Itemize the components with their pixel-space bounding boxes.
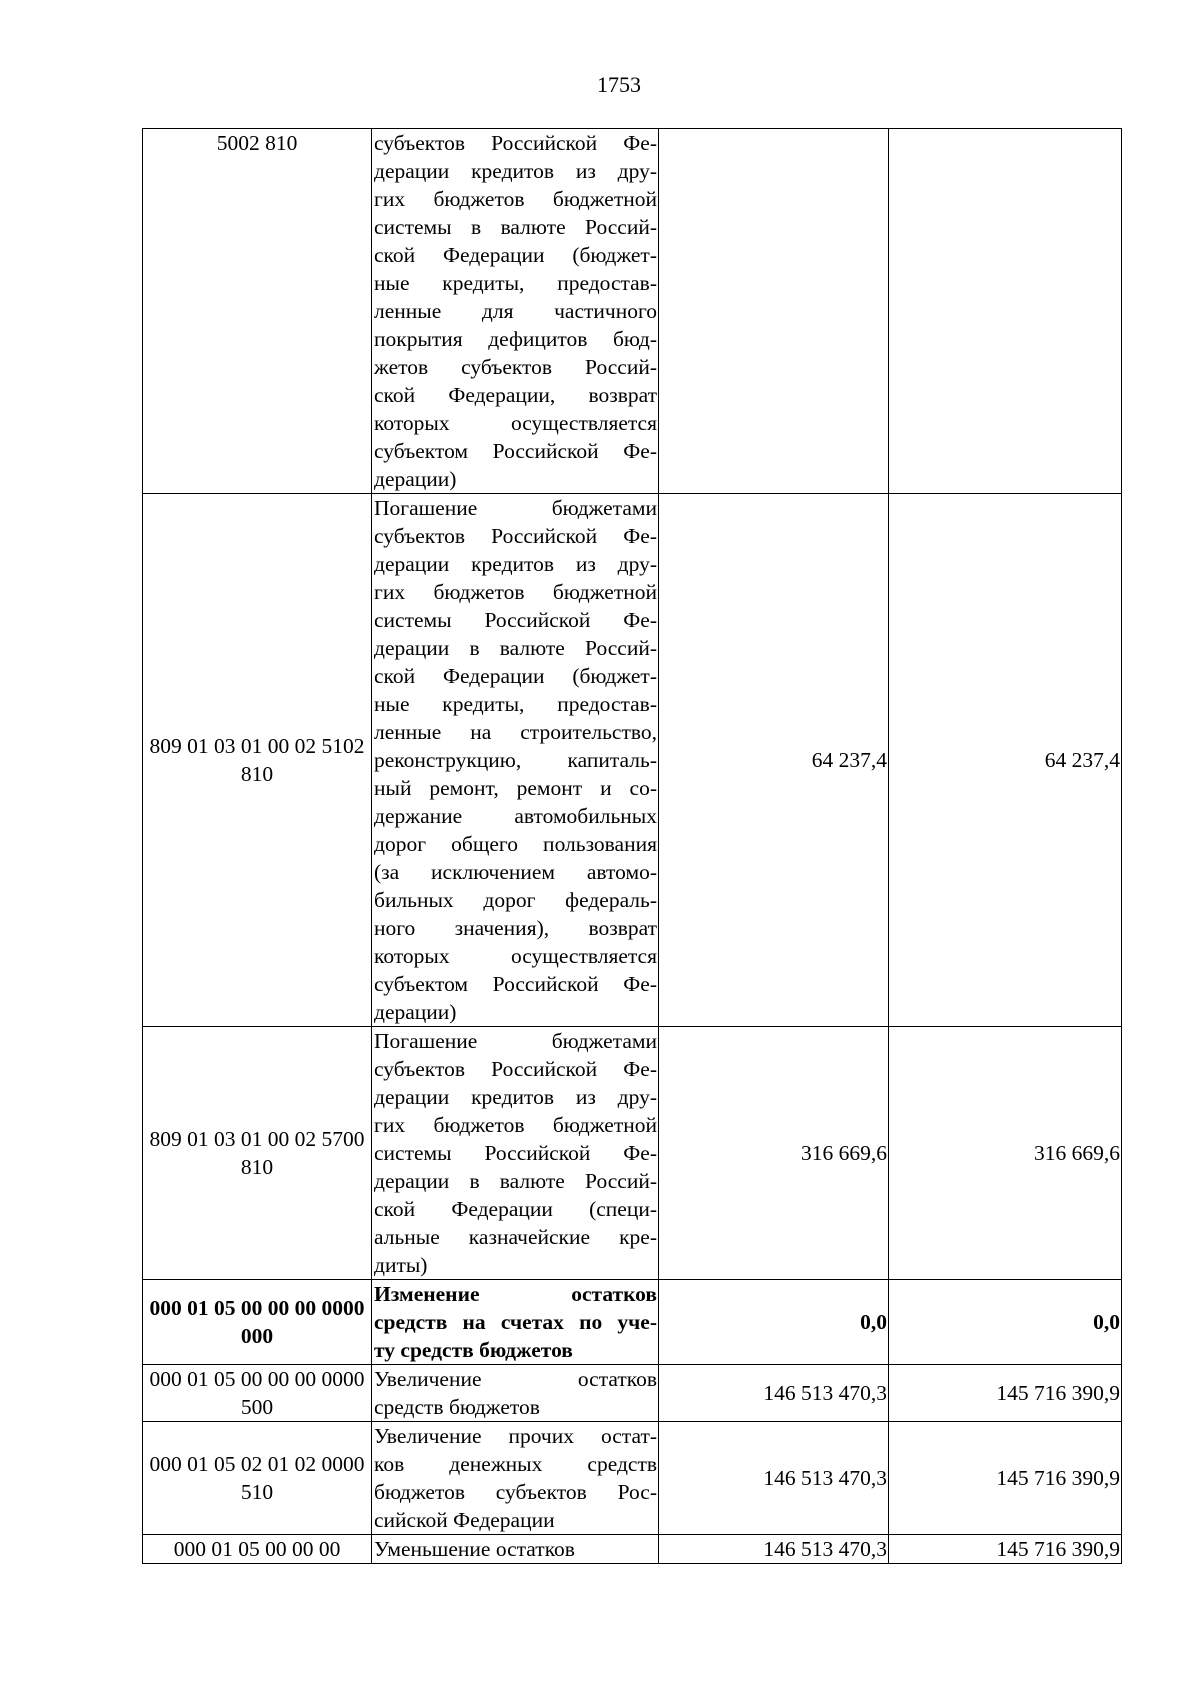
- item-name-cell: [372, 1365, 659, 1422]
- amount-cell-first-year: 146 513 470,3: [659, 1535, 889, 1564]
- page-number: 1753: [597, 72, 641, 97]
- item-name-line: ков денежных средств: [374, 1452, 657, 1476]
- budget-sources-table: [142, 128, 1122, 1564]
- table-row: [143, 1365, 1122, 1422]
- table-row: [143, 129, 1122, 494]
- item-name-line: дерации в валюте Россий-: [374, 636, 657, 660]
- budget-code-cell: 000 01 05 00 00 00: [143, 1535, 372, 1564]
- item-name-line: ленные на строительство,: [374, 720, 657, 744]
- item-name-line: дерации): [374, 1000, 457, 1024]
- amount-cell-second-year: 64 237,4: [889, 494, 1122, 1027]
- item-name-line: ской Федерации (бюджет-: [374, 243, 657, 267]
- table-row: [143, 1535, 1122, 1564]
- amount-cell-first-year: 146 513 470,3: [659, 1422, 889, 1535]
- item-name-line: дорог общего пользования: [374, 832, 657, 856]
- budget-code-cell: 000 01 05 02 01 02 0000 510: [143, 1422, 372, 1535]
- amount-cell-second-year: 145 716 390,9: [889, 1365, 1122, 1422]
- table-row: [143, 1422, 1122, 1535]
- amount-cell-second-year: 0,0: [889, 1280, 1122, 1365]
- item-name-line: сийской Федерации: [374, 1508, 555, 1532]
- budget-code-cell: 000 01 05 00 00 00 0000 500: [143, 1365, 372, 1422]
- budget-code-cell: 5002 810: [143, 129, 372, 494]
- item-name-line: дерации кредитов из дру-: [374, 552, 657, 576]
- item-name-line: средств на счетах по уче-: [374, 1310, 657, 1334]
- item-name-line: субъектов Российской Фе-: [374, 1057, 657, 1081]
- item-name-line: ту средств бюджетов: [374, 1338, 573, 1362]
- amount-cell-first-year: 316 669,6: [659, 1027, 889, 1280]
- item-name-line: которых осуществляется: [374, 944, 657, 968]
- item-name-line: ные кредиты, предостав-: [374, 692, 657, 716]
- amount-cell-second-year: [889, 129, 1122, 494]
- item-name-cell: [372, 1422, 659, 1535]
- item-name-line: системы в валюте Россий-: [374, 215, 657, 239]
- budget-code-cell: 809 01 03 01 00 02 5700 810: [143, 1027, 372, 1280]
- item-name-line: дерации кредитов из дру-: [374, 1085, 657, 1109]
- item-name-cell: [372, 1027, 659, 1280]
- item-name-line: бюджетов субъектов Рос-: [374, 1480, 657, 1504]
- budget-code-cell: 809 01 03 01 00 02 5102 810: [143, 494, 372, 1027]
- amount-cell-first-year: [659, 129, 889, 494]
- item-name-line: системы Российской Фе-: [374, 1141, 657, 1165]
- item-name-line: дерации кредитов из дру-: [374, 159, 657, 183]
- item-name-line: Погашение бюджетами: [374, 496, 657, 520]
- amount-cell-first-year: 146 513 470,3: [659, 1365, 889, 1422]
- item-name-line: альные казначейские кре-: [374, 1225, 657, 1249]
- item-name-line: субъектом Российской Фе-: [374, 972, 657, 996]
- item-name-line: гих бюджетов бюджетной: [374, 1113, 657, 1137]
- item-name-line: бильных дорог федераль-: [374, 888, 657, 912]
- item-name-line: гих бюджетов бюджетной: [374, 580, 657, 604]
- table-row: [143, 1280, 1122, 1365]
- item-name-line: дерации): [374, 467, 457, 491]
- item-name-line: жетов субъектов Россий-: [374, 355, 657, 379]
- item-name-line: диты): [374, 1253, 428, 1277]
- item-name-line: ской Федерации (бюджет-: [374, 664, 657, 688]
- item-name-line: ской Федерации (специ-: [374, 1197, 657, 1221]
- item-name-line: средств бюджетов: [374, 1395, 540, 1419]
- item-name-line: субъектов Российской Фе-: [374, 131, 657, 155]
- item-name-line: субъектов Российской Фе-: [374, 524, 657, 548]
- item-name-cell: [372, 494, 659, 1027]
- item-name-line: держание автомобильных: [374, 804, 657, 828]
- amount-cell-second-year: 316 669,6: [889, 1027, 1122, 1280]
- item-name-line: ные кредиты, предостав-: [374, 271, 657, 295]
- item-name-line: гих бюджетов бюджетной: [374, 187, 657, 211]
- item-name-line: (за исключением автомо-: [374, 860, 657, 884]
- item-name-line: покрытия дефицитов бюд-: [374, 327, 657, 351]
- amount-cell-second-year: 145 716 390,9: [889, 1422, 1122, 1535]
- item-name-line: Увеличение прочих остат-: [374, 1424, 657, 1448]
- item-name-line: системы Российской Фе-: [374, 608, 657, 632]
- item-name-cell: [372, 129, 659, 494]
- amount-cell-first-year: 0,0: [659, 1280, 889, 1365]
- item-name-line: ного значения), возврат: [374, 916, 657, 940]
- amount-cell-first-year: 64 237,4: [659, 494, 889, 1027]
- item-name-line: Увеличение остатков: [374, 1367, 657, 1391]
- item-name-line: ный ремонт, ремонт и со-: [374, 776, 657, 800]
- item-name-line: ленные для частичного: [374, 299, 657, 323]
- item-name-line: Изменение остатков: [374, 1282, 657, 1306]
- item-name-line: Уменьшение остатков: [374, 1537, 575, 1561]
- budget-code-cell: 000 01 05 00 00 00 0000 000: [143, 1280, 372, 1365]
- item-name-line: ской Федерации, возврат: [374, 383, 657, 407]
- item-name-cell: [372, 1280, 659, 1365]
- item-name-line: которых осуществляется: [374, 411, 657, 435]
- table-row: [143, 494, 1122, 1027]
- item-name-line: субъектом Российской Фе-: [374, 439, 657, 463]
- table-row: [143, 1027, 1122, 1280]
- item-name-line: реконструкцию, капиталь-: [374, 748, 657, 772]
- item-name-cell: [372, 1535, 659, 1564]
- item-name-line: дерации в валюте Россий-: [374, 1169, 657, 1193]
- item-name-line: Погашение бюджетами: [374, 1029, 657, 1053]
- amount-cell-second-year: 145 716 390,9: [889, 1535, 1122, 1564]
